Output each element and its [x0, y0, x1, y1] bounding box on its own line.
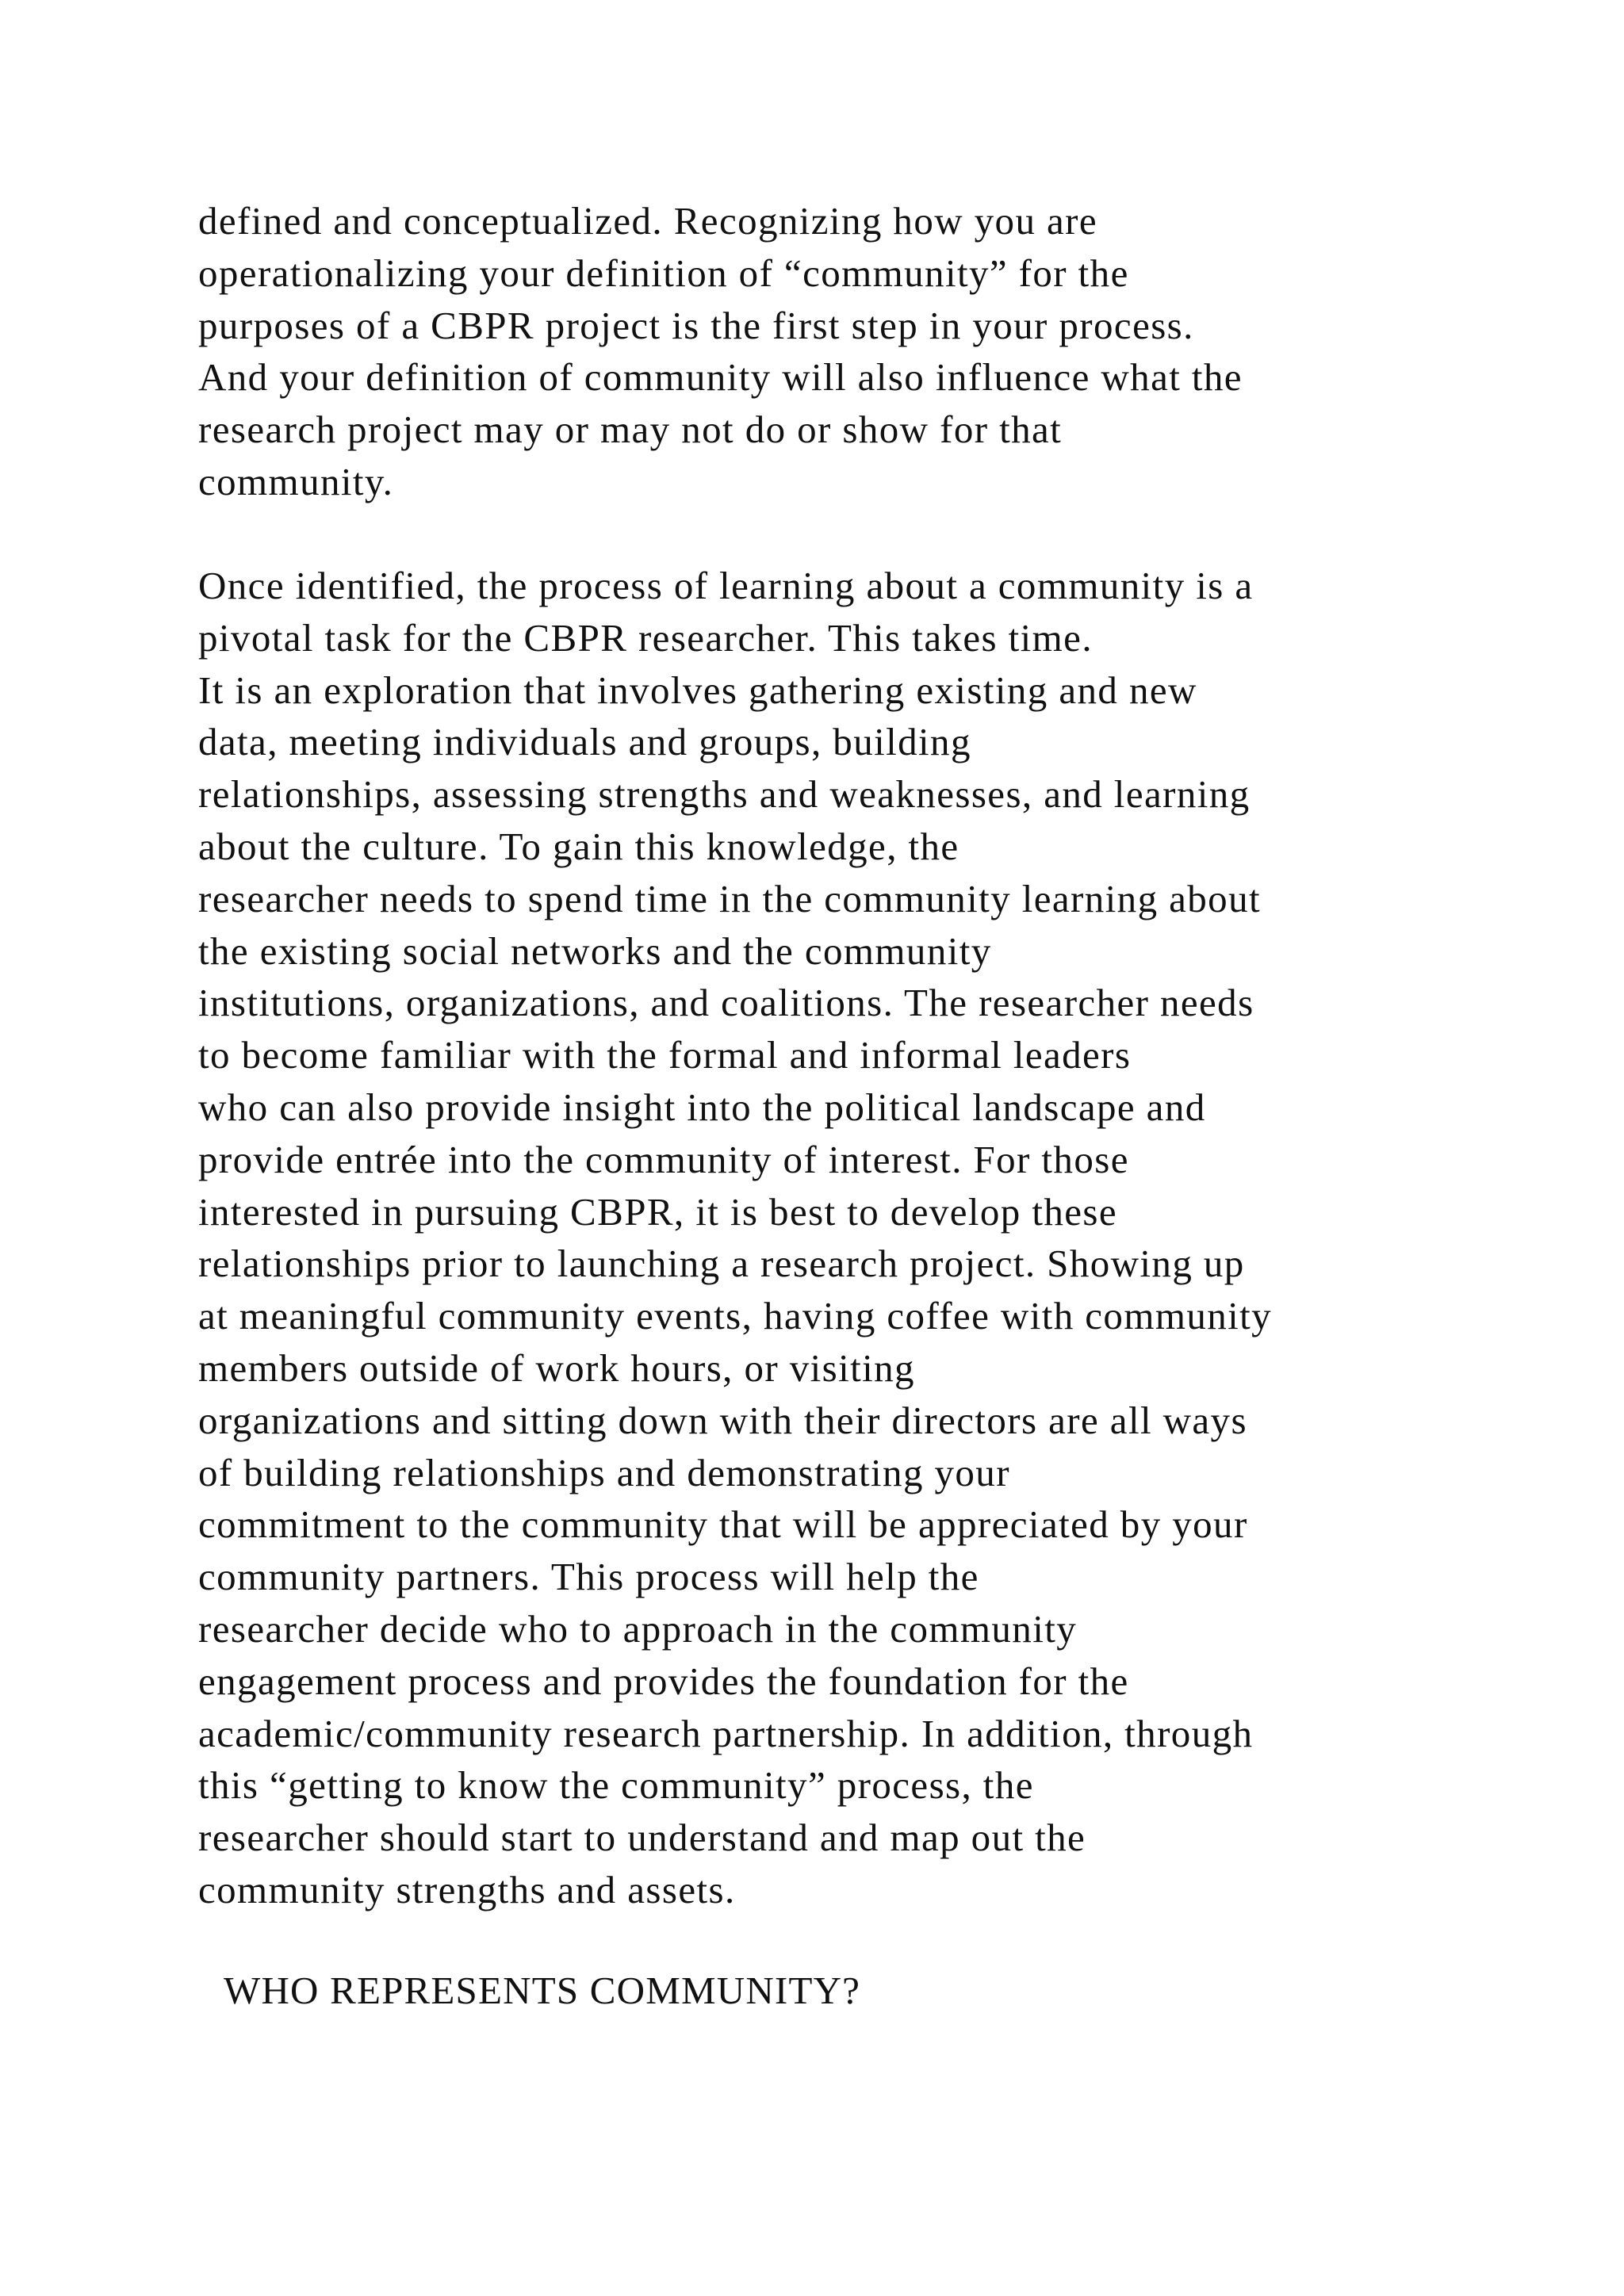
text-line: relationships prior to launching a research project. Showing up — [198, 1242, 1245, 1286]
text-line: academic/community research partnership. In addition, through — [198, 1711, 1254, 1755]
text-line: research project may or may not do or show for that — [198, 408, 1063, 452]
text-line: about the culture. To gain this knowledge, the — [198, 824, 959, 868]
text-line: institutions, organizations, and coalitions. The researcher needs — [198, 981, 1254, 1025]
text-line: purposes of a CBPR project is the first step in your process. — [198, 303, 1194, 347]
text-line: Once identified, the process of learning about a community is a — [198, 564, 1254, 607]
text-line: interested in pursuing CBPR, it is best to develop these — [198, 1189, 1118, 1234]
text-line: this “getting to know the community” process, the — [198, 1763, 1034, 1808]
text-line: data, meeting individuals and groups, building — [198, 720, 971, 764]
text-line: who can also provide insight into the political landscape and — [198, 1085, 1206, 1129]
text-line: provide entrée into the community of interest. For those — [198, 1137, 1129, 1181]
text-line: community strengths and assets. — [198, 1867, 736, 1911]
section-heading: WHO REPRESENTS COMMUNITY? — [224, 1969, 861, 2012]
text-line: pivotal task for the CBPR researcher. This takes time. — [198, 615, 1093, 660]
text-line: the existing social networks and the community — [198, 928, 992, 973]
text-line: researcher decide who to approach in the community — [198, 1606, 1078, 1651]
text-line: members outside of work hours, or visiting — [198, 1345, 915, 1390]
text-line: relationships, assessing strengths and weaknesses, and learning — [198, 772, 1251, 817]
text-line: community. — [198, 459, 394, 503]
text-line: of building relationships and demonstrating your — [198, 1450, 1010, 1494]
text-line: to become familiar with the formal and informal leaders — [198, 1033, 1132, 1077]
paragraph-1 — [198, 195, 1243, 508]
text-line: researcher needs to spend time in the community learning about — [198, 876, 1261, 920]
text-line: engagement process and provides the foundation for the — [198, 1659, 1129, 1703]
text-line: And your definition of community will also influence what the — [198, 355, 1243, 400]
paragraph-2 — [198, 560, 1272, 1916]
text-line: researcher should start to understand and map out the — [198, 1816, 1086, 1860]
text-line: at meaningful community events, having coffee with community — [198, 1294, 1273, 1338]
text-line: defined and conceptualized. Recognizing how you are — [198, 199, 1098, 243]
text-line: community partners. This process will help the — [198, 1555, 979, 1599]
text-line: organizations and sitting down with their directors are all ways — [198, 1398, 1247, 1442]
text-line: It is an exploration that involves gathering existing and new — [198, 668, 1197, 712]
text-line: commitment to the community that will be appreciated by your — [198, 1502, 1248, 1547]
text-line: operationalizing your definition of “community” for the — [198, 251, 1129, 295]
